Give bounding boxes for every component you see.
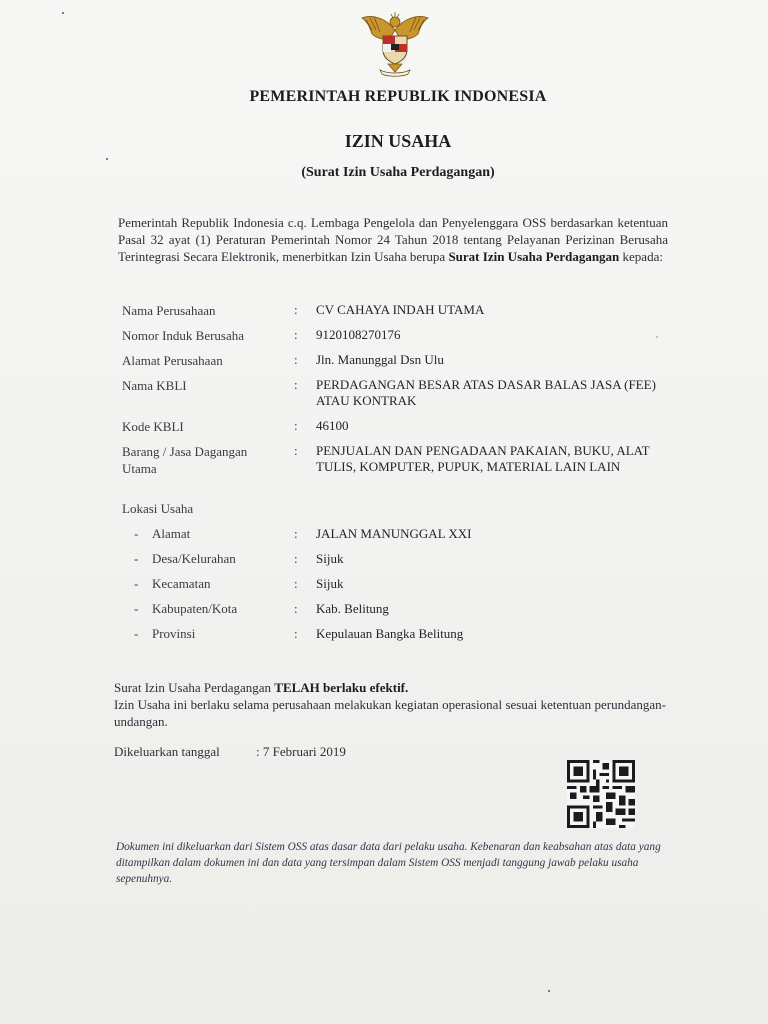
intro-paragraph xyxy=(118,214,668,265)
location-label: Kabupaten/Kota xyxy=(152,601,238,616)
field-label: Nomor Induk Berusaha xyxy=(122,328,245,343)
location-label: Desa/Kelurahan xyxy=(152,551,236,566)
scan-speck xyxy=(656,336,658,338)
field-value: Jln. Manunggal Dsn Ulu xyxy=(316,352,444,367)
bullet-dash: - xyxy=(134,551,139,566)
location-value: Kab. Belitung xyxy=(316,601,389,616)
scan-speck xyxy=(62,12,64,14)
field-label: Alamat Perusahaan xyxy=(122,353,223,368)
location-label: Provinsi xyxy=(152,626,196,641)
location-label: Kecamatan xyxy=(152,576,211,591)
oss-disclaimer: Dokumen ini dikeluarkan dari Sistem OSS atas dasar data dari pelaku usaha. Kebenaran dan keabsahan atas data yang ditampilkan dalam dokumen ini dan data yang tersimpan dalam Sistem OSS menjadi tanggung jawab pelaku usaha sepenuhnya. xyxy=(116,841,661,885)
scan-speck xyxy=(106,158,108,160)
field-value: PERDAGANGAN BESAR ATAS DASAR BALAS JASA (FEE) ATAU KONTRAK xyxy=(316,377,656,408)
effective-statement xyxy=(114,679,666,696)
document-subtitle: (Surat Izin Usaha Perdagangan) xyxy=(301,165,495,180)
field-value: 46100 xyxy=(316,418,349,433)
intro-text: Pemerintah Republik Indonesia c.q. Lembaga Pengelola dan Penyelenggara OSS berdasarkan ketentuan Pasal 32 ayat (1) Peraturan Pemerintah Nomor 24 Tahun 2018 tentang Pelayanan Perizinan Berusaha Terintegrasi Secara Elektronik, menerbitkan Izin Usaha berupa xyxy=(118,215,668,264)
field-colon: : xyxy=(294,302,298,317)
location-value: JALAN MANUNGGAL XXI xyxy=(316,526,472,541)
field-label: Kode KBLI xyxy=(122,419,184,434)
issued-date-value: : 7 Februari 2019 xyxy=(256,744,346,759)
field-value: 9120108270176 xyxy=(316,327,401,342)
effective-prefix: Surat Izin Usaha Perdagangan xyxy=(114,680,275,695)
qr-code-icon xyxy=(564,760,638,828)
intro-end-text: kepada: xyxy=(619,249,663,264)
document-title: IZIN USAHA xyxy=(344,131,452,151)
field-label: Nama Perusahaan xyxy=(122,303,216,318)
field-value: CV CAHAYA INDAH UTAMA xyxy=(316,302,485,317)
field-colon: : xyxy=(294,576,298,591)
field-colon: : xyxy=(294,526,298,541)
field-colon: : xyxy=(294,551,298,566)
field-colon: : xyxy=(294,418,298,433)
field-colon: : xyxy=(294,327,298,342)
field-label: Barang / Jasa Dagangan Utama xyxy=(122,444,248,476)
bullet-dash: - xyxy=(134,576,139,591)
closing-paragraph xyxy=(114,679,666,730)
field-colon: : xyxy=(294,626,298,641)
location-value: Sijuk xyxy=(316,551,344,566)
bullet-dash: - xyxy=(134,626,139,641)
field-value: PENJUALAN DAN PENGADAAN PAKAIAN, BUKU, ALAT TULIS, KOMPUTER, PUPUK, MATERIAL LAIN LAIN xyxy=(316,443,650,474)
field-colon: : xyxy=(294,443,298,458)
intro-bold-text: Surat Izin Usaha Perdagangan xyxy=(448,249,620,264)
location-label: Alamat xyxy=(152,526,191,541)
field-colon: : xyxy=(294,352,298,367)
field-label: Nama KBLI xyxy=(122,378,187,393)
field-colon: : xyxy=(294,377,298,392)
government-heading: PEMERINTAH REPUBLIK INDONESIA xyxy=(249,88,547,105)
field-colon: : xyxy=(294,601,298,616)
validity-statement: Izin Usaha ini berlaku selama perusahaan melakukan kegiatan operasional sesuai ketentuan perundangan-undangan. xyxy=(114,697,666,729)
bullet-dash: - xyxy=(134,601,139,616)
scan-speck xyxy=(548,990,550,992)
garuda-emblem-icon xyxy=(358,8,432,78)
location-value: Kepulauan Bangka Belitung xyxy=(316,626,464,641)
location-heading: Lokasi Usaha xyxy=(122,501,194,516)
issued-date-row xyxy=(114,744,346,760)
effective-bold: TELAH berlaku efektif. xyxy=(274,680,409,695)
issued-date-label: Dikeluarkan tanggal xyxy=(114,744,220,759)
location-value: Sijuk xyxy=(316,576,344,591)
bullet-dash: - xyxy=(134,526,139,541)
